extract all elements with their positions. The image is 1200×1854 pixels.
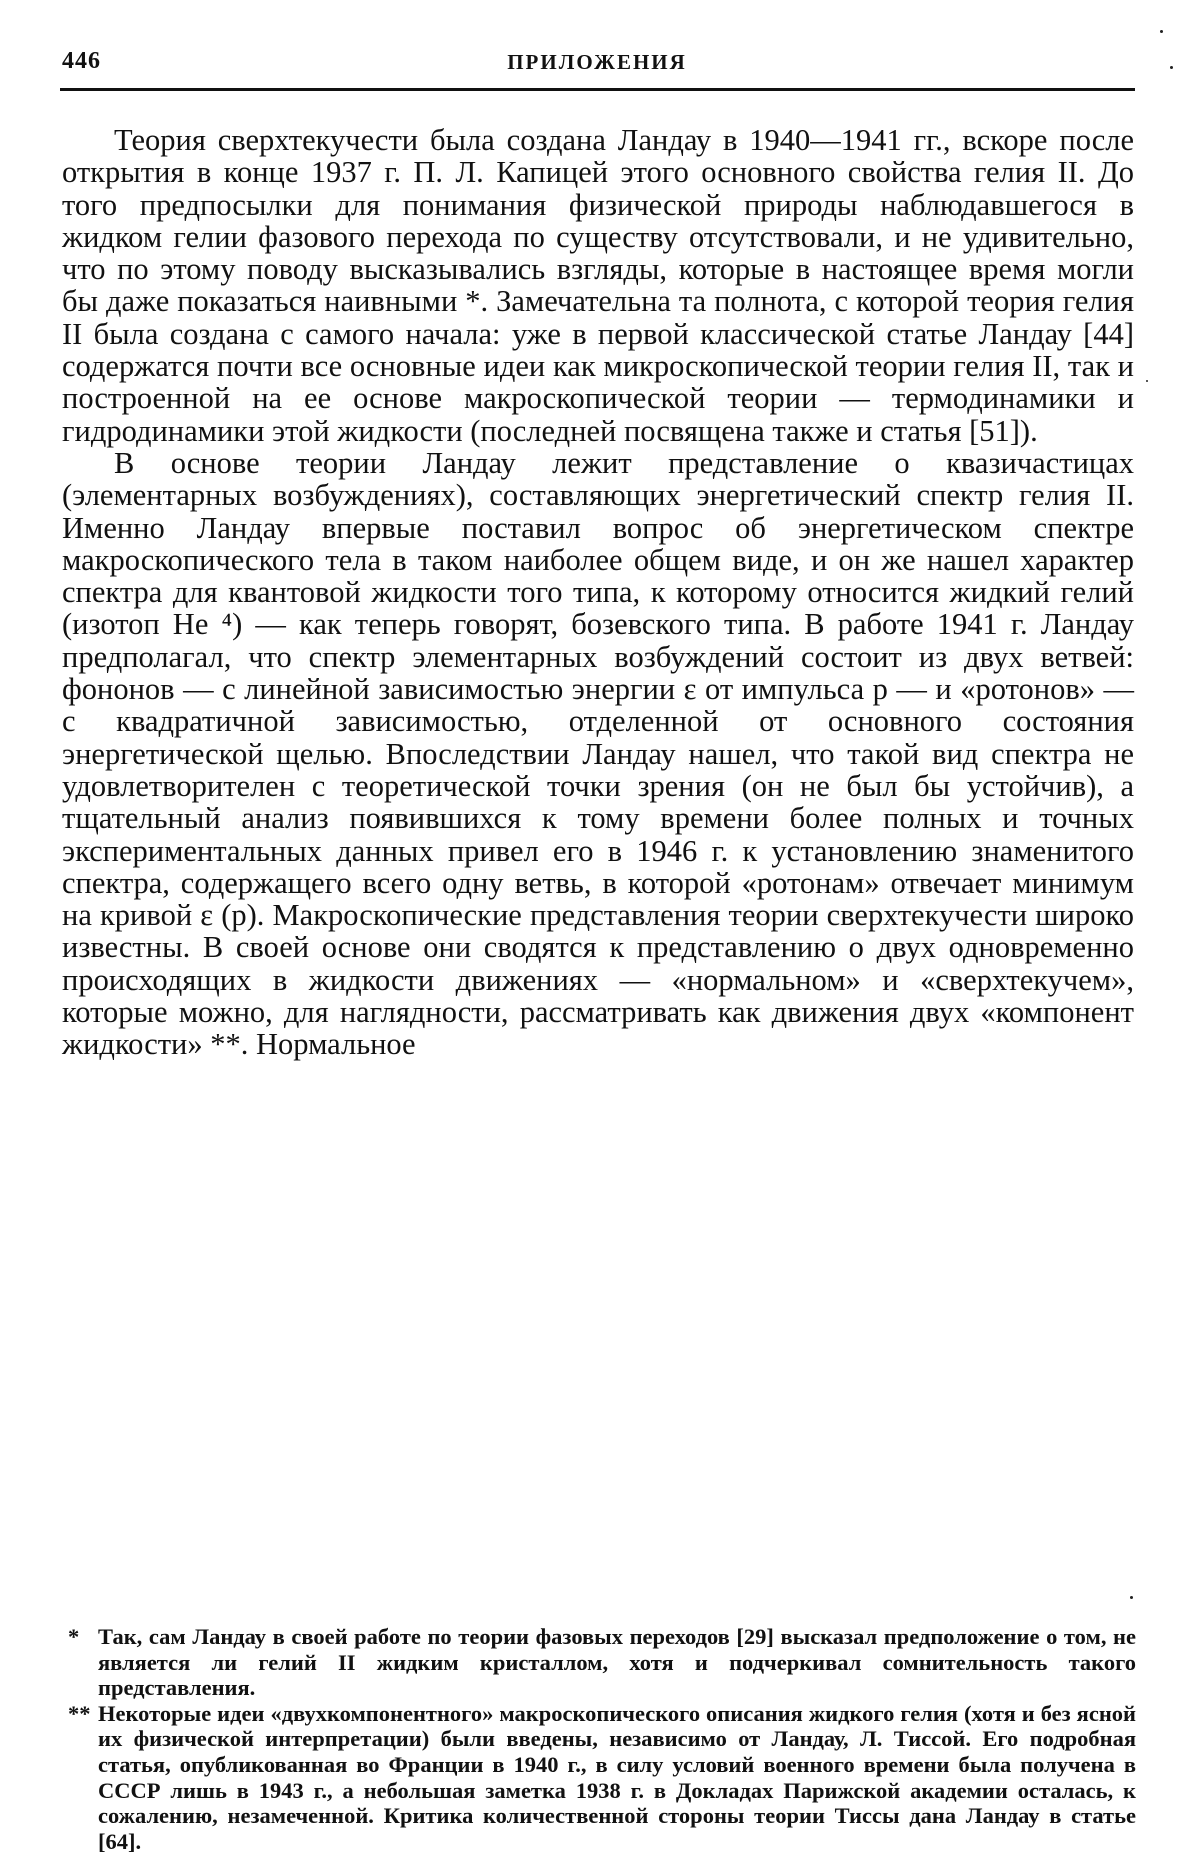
main-text — [62, 124, 1134, 1061]
footnote — [68, 1624, 1136, 1701]
footnote-text: Так, сам Ландау в своей работе по теории фазовых переходов [29] высказал предположение о том, не является ли гелий II жидким кристаллом, хотя и подчеркивал сомнительность такого представления. — [98, 1624, 1136, 1701]
paragraph: В основе теории Ландау лежит представление о квазичастицах (элементарных возбуждениях), составляющих энергетический спектр гелия II. Именно Ландау впервые поставил вопрос об энергетическом спектре макроскопического тела в таком наиболее общем виде, и он же нашел характер спектра для квантовой жидкости того типа, к которому относится жидкий гелий (изотоп He ⁴) — как теперь говорят, бозевского типа. В работе 1941 г. Ландау предполагал, что спектр элементарных возбуждений состоит из двух ветвей: фононов — с линейной зависимостью энергии ε от импульса p — и «ротонов» — с квадратичной зависимостью, отделенной от основного состояния энергетической щелью. Впоследствии Ландау нашел, что такой вид спектра не удовлетворителен с теоретической точки зрения (он не был бы устойчив), а тщательный анализ появившихся к тому времени более полных и точных экспериментальных данных привел его в 1946 г. к установлению знаменитого спектра, содержащего всего одну ветвь, в которой «ротонам» отвечает минимум на кривой ε (p). Макроскопические представления теории сверхтекучести широко известны. В своей основе они сводятся к представлению о двух одновременно происходящих в жидкости движениях — «нормальном» и «сверхтекучем», которые можно, для наглядности, рассматривать как движения двух «компонент жидкости» **. Нормальное — [62, 445, 1134, 1062]
page-header — [62, 42, 1132, 80]
header-rule — [60, 88, 1135, 91]
scan-speck — [1170, 66, 1173, 69]
scan-speck — [1146, 380, 1148, 382]
footnote-text: Некоторые идеи «двухкомпонентного» макроскопического описания жидкого гелия (хотя и без ясной их физической интерпретации) были введены, независимо от Ландау, Л. Тиссой. Его подробная статья, опубликованная во Франции в 1940 г., в силу условий военного времени была получена в СССР лишь в 1943 г., а небольшая заметка 1938 г. в Докладах Парижской академии осталась, к сожалению, незамеченной. Критика количественной стороны теории Тиссы дана Ландау в статье [64]. — [98, 1700, 1136, 1854]
scan-speck — [1160, 30, 1163, 33]
footnote — [68, 1701, 1136, 1854]
footnote-mark: ** — [68, 1700, 91, 1726]
page-number: 446 — [62, 48, 101, 74]
footnotes — [68, 1624, 1136, 1854]
paragraph: Теория сверхтекучести была создана Ландау в 1940—1941 гг., вскоре после открытия в конце 1937 г. П. Л. Капицей этого основного свойства гелия II. До того предпосылки для понимания физической природы наблюдавшегося в жидком гелии фазового перехода по существу отсутствовали, и не удивительно, что по этому поводу высказывались взгляды, которые в настоящее время могли бы даже показаться наивными *. Замечательна та полнота, с которой теория гелия II была создана с самого начала: уже в первой классической статье Ландау [44] содержатся почти все основные идеи как микроскопической теории гелия II, так и построенной на ее основе макроскопической теории — термодинамики и гидродинамики этой жидкости (последней посвящена также и статья [51]). — [62, 123, 1134, 448]
running-head: ПРИЛОЖЕНИЯ — [507, 50, 687, 74]
scan-speck — [1130, 1596, 1133, 1599]
footnote-mark: * — [68, 1624, 80, 1649]
